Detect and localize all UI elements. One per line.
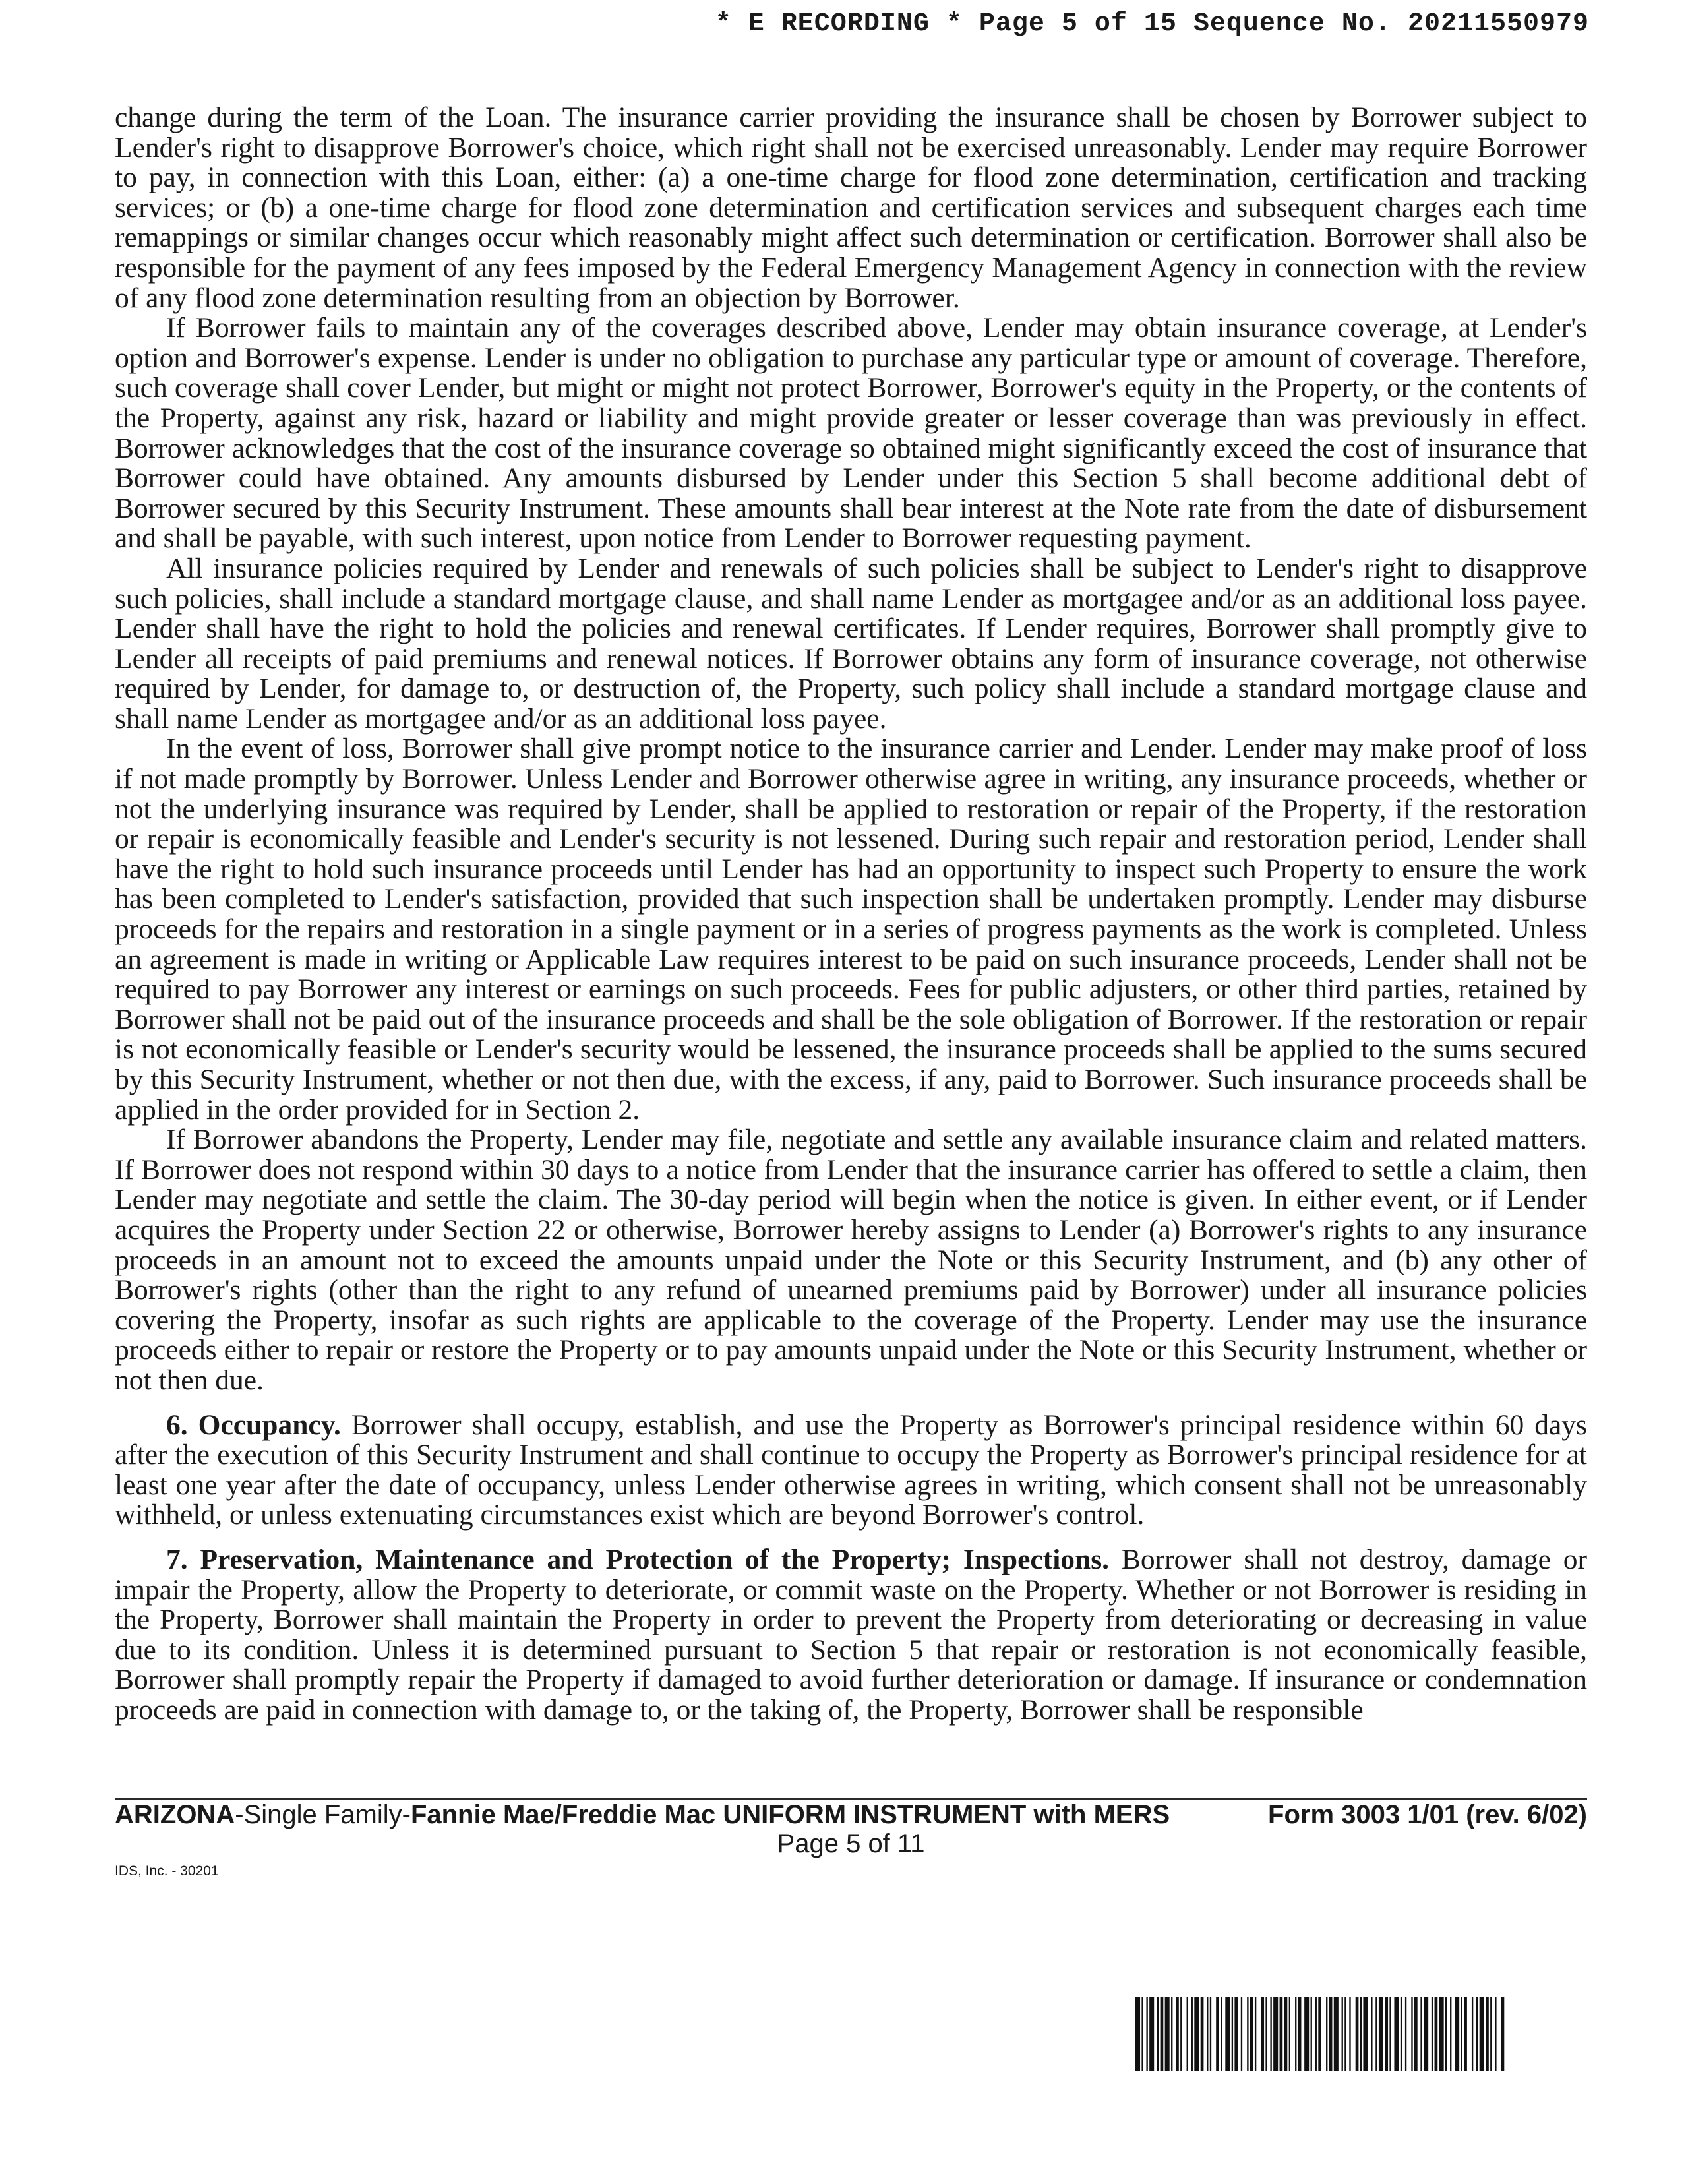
barcode-bar <box>1289 1997 1290 2071</box>
barcode-bar <box>1157 1997 1159 2071</box>
barcode-bar <box>1146 1997 1147 2071</box>
barcode-bar <box>1265 1997 1267 2071</box>
barcode-bar <box>1165 1997 1170 2071</box>
barcode-bar <box>1295 1997 1296 2071</box>
barcode-bar <box>1187 1997 1188 2071</box>
footer-ids-code: IDS, Inc. - 30201 <box>115 1864 219 1879</box>
barcode-bar <box>1160 1997 1164 2071</box>
barcode-bar <box>1273 1997 1278 2071</box>
barcode-bar <box>1450 1997 1451 2071</box>
barcode-bar <box>1315 1997 1317 2071</box>
barcode-bar <box>1363 1997 1368 2071</box>
barcode-bar <box>1207 1997 1208 2071</box>
barcode-bar <box>1480 1997 1484 2071</box>
barcode-bar <box>1141 1997 1143 2071</box>
barcode-bar <box>1455 1997 1459 2071</box>
barcode-bar <box>1439 1997 1444 2071</box>
barcode-bar <box>1464 1997 1467 2071</box>
barcode-bar <box>1389 1997 1391 2071</box>
barcode-bar <box>1379 1997 1383 2071</box>
footer-instrument: Fannie Mae/Freddie Mac UNIFORM INSTRUMENT with MERS <box>410 1800 1170 1829</box>
barcode-bar <box>1385 1997 1388 2071</box>
barcode-bar <box>1472 1997 1473 2071</box>
barcode-bar <box>1461 1997 1462 2071</box>
document-body <box>115 103 1587 1725</box>
section-6-occupancy <box>115 1410 1587 1531</box>
barcode-bar <box>1180 1997 1182 2071</box>
barcode-bar <box>1221 1997 1222 2071</box>
barcode-bar <box>1445 1997 1447 2071</box>
barcode-bar <box>1247 1997 1248 2071</box>
barcode-bar <box>1401 1997 1402 2071</box>
section-7-text: Borrower shall not destroy, damage or impair the Property, allow the Property to deteriorate, or commit waste on the Property. Whether or not Borrower is residing in the Property, Borrower shall maintain the Property in order to prevent the Property from deteriorating or decreasing in value due to its condition. Unless it is determined pursuant to Section 5 that repair or restoration is not economically feasible, Borrower shall promptly repair the Property if damaged to avoid further deterioration or damage. If insurance or condemnation proceeds are paid in connection with damage to, or the taking of, the Property, Borrower shall be responsible <box>115 1543 1587 1726</box>
barcode-bar <box>1216 1997 1219 2071</box>
barcode-bar <box>1420 1997 1422 2071</box>
barcode-bar <box>1298 1997 1302 2071</box>
barcode-bar <box>1432 1997 1433 2071</box>
barcode-bar <box>1210 1997 1211 2071</box>
barcode-bar <box>1194 1997 1199 2071</box>
section-7-heading: 7. Preservation, Maintenance and Protection of the Property; Inspections. <box>166 1543 1110 1575</box>
barcode-bar <box>1435 1997 1438 2071</box>
barcode-bar <box>1476 1997 1478 2071</box>
barcode-bar <box>1318 1997 1321 2071</box>
barcode-bar <box>1176 1997 1179 2071</box>
barcode-bar <box>1342 1997 1343 2071</box>
paragraph-insurance-policies: All insurance policies required by Lender and renewals of such policies shall be subject to Lender's right to disapprove such policies, shall include a standard mortgage clause, and shall name Lender as mortgagee and/or as an additional loss payee. Lender shall have the right to hold the policies and renewal certificates. If Lender requires, Borrower shall promptly give to Lender all receipts of paid premiums and renewal notices. If Borrower obtains any form of insurance coverage, not otherwise required by Lender, for damage to, or destruction of, the Property, such policy shall include a standard mortgage clause and shall name Lender as mortgagee and/or as an additional loss payee. <box>115 552 1587 735</box>
barcode-bar <box>1495 1997 1496 2071</box>
barcode-bar <box>1284 1997 1288 2071</box>
barcode-bar <box>1424 1997 1428 2071</box>
footer-state: ARIZONA <box>115 1800 235 1829</box>
barcode-bar <box>1375 1997 1377 2071</box>
barcode-bar <box>1360 1997 1362 2071</box>
barcode-bar <box>1349 1997 1350 2071</box>
barcode-bar <box>1241 1997 1242 2071</box>
barcode-bar <box>1270 1997 1271 2071</box>
barcode-bar <box>1304 1997 1309 2071</box>
barcode-bar <box>1414 1997 1418 2071</box>
barcode-bar <box>1405 1997 1406 2071</box>
paragraph-flood-insurance: change during the term of the Loan. The insurance carrier providing the insurance shall be chosen by Borrower subject to Lender's right to disapprove Borrower's choice, which right shall not be exercised unreasonably. Lender may require Borrower to pay, in connection with this Loan, either: (a) a one-time charge for flood zone determination, certification and tracking services; or (b) a one-time charge for flood zone determination and certification services and subsequent charges each time remappings or similar changes occur which reasonably might affect such determination or certification. Borrower shall also be responsible for the payment of any fees imposed by the Federal Emergency Management Agency in connection with the review of any flood zone determination resulting from an objection by Borrower. <box>115 102 1587 314</box>
footer-divider <box>115 1798 1587 1800</box>
recording-header: * E RECORDING * Page 5 of 15 Sequence No. 20211550979 <box>715 9 1589 39</box>
barcode-bar <box>1280 1997 1283 2071</box>
barcode-bar <box>1232 1997 1233 2071</box>
barcode-bar <box>1250 1997 1253 2071</box>
barcode-bar <box>1411 1997 1412 2071</box>
barcode-bar <box>1255 1997 1256 2071</box>
barcode-bar <box>1234 1997 1238 2071</box>
barcode-bar <box>1329 1997 1333 2071</box>
barcode-bar <box>1334 1997 1339 2071</box>
footer-page-number: Page 5 of 11 <box>777 1829 925 1858</box>
section-6-text: Borrower shall occupy, establish, and use the Property as Borrower's principal residence within 60 days after the execution of this Security Instrument and shall continue to occupy the Property as Borrower's principal residence for at least one year after the date of occupancy, unless Lender otherwise agrees in writing, which consent shall not be unreasonably withheld, or unless extenuating circumstances exist which are beyond Borrower's control. <box>115 1409 1587 1531</box>
barcode-bar <box>1394 1997 1399 2071</box>
barcode-bar <box>1344 1997 1346 2071</box>
barcode-bar <box>1261 1997 1264 2071</box>
barcode-icon <box>1135 1997 1588 2071</box>
barcode-bar <box>1501 1997 1505 2071</box>
footer-instrument-title <box>115 1800 1170 1830</box>
barcode-bar <box>1326 1997 1327 2071</box>
barcode-bar <box>1356 1997 1359 2071</box>
section-6-heading: 6. Occupancy. <box>166 1409 341 1441</box>
paragraph-lender-coverage: If Borrower fails to maintain any of the coverages described above, Lender may obtain insurance coverage, at Lender's option and Borrower's expense. Lender is under no obligation to purchase any particular type or amount of coverage. Therefore, such coverage shall cover Lender, but might or might not protect Borrower, Borrower's equity in the Property, or the contents of the Property, against any risk, hazard or liability and might provide greater or lesser coverage than was previously in effect. Borrower acknowledges that the cost of the insurance coverage so obtained might significantly exceed the cost of insurance that Borrower could have obtained. Any amounts disbursed by Lender under this Section 5 shall become additional debt of Borrower secured by this Security Instrument. These amounts shall bear interest at the Note rate from the date of disbursement and shall be payable, with such interest, upon notice from Lender to Borrower requesting payment. <box>115 312 1587 555</box>
barcode-bar <box>1311 1997 1312 2071</box>
barcode-bar <box>1490 1997 1492 2071</box>
barcode-bar <box>1191 1997 1193 2071</box>
section-7-preservation <box>115 1545 1587 1726</box>
barcode-bar <box>1486 1997 1489 2071</box>
paragraph-abandonment: If Borrower abandons the Property, Lender may file, negotiate and settle any available insurance claim and related matters. If Borrower does not respond within 30 days to a notice from Lender that the insurance carrier has offered to settle a claim, then Lender may negotiate and settle the claim. The 30-day period will begin when the notice is given. In either event, or if Lender acquires the Property under Section 22 or otherwise, Borrower hereby assigns to Lender (a) Borrower's rights to any insurance proceeds in an amount not to exceed the amounts unpaid under the Note or this Security Instrument, and (b) any other of Borrower's rights (other than the right to any refund of unearned premiums paid by Borrower) under all insurance policies covering the Property, insofar as such rights are applicable to the coverage of the Property. Lender may use the insurance proceeds either to repair or restore the Property or to pay amounts unpaid under the Note or this Security Instrument, whether or not then due. <box>115 1124 1587 1396</box>
footer-form-number: Form 3003 1/01 (rev. 6/02) <box>1268 1800 1587 1829</box>
barcode-bar <box>1149 1997 1154 2071</box>
barcode-bar <box>1225 1997 1230 2071</box>
barcode-bar <box>1201 1997 1204 2071</box>
barcode-bar <box>1371 1997 1372 2071</box>
footer-family: -Single Family- <box>235 1800 411 1829</box>
paragraph-event-of-loss: In the event of loss, Borrower shall give prompt notice to the insurance carrier and Lender. Lender may make proof of loss if not made promptly by Borrower. Unless Lender and Borrower otherwise agree in writing, any insurance proceeds, whether or not the underlying insurance was required by Lender, shall be applied to restoration or repair of the Property, if the restoration or repair is economically feasible and Lender's security is not lessened. During such repair and restoration period, Lender shall have the right to hold such insurance proceeds until Lender has had an opportunity to inspect such Property to ensure the work has been completed to Lender's satisfaction, provided that such inspection shall be undertaken promptly. Lender may disburse proceeds for the repairs and restoration in a single payment or in a series of progress payments as the work is completed. Unless an agreement is made in writing or Applicable Law requires interest to be paid on such insurance proceeds, Lender shall not be required to pay Borrower any interest or earnings on such proceeds. Fees for public adjusters, or other third parties, retained by Borrower shall not be paid out of the insurance proceeds and shall be the sole obligation of Borrower. If the restoration or repair is not economically feasible or Lender's security would be lessened, the insurance proceeds shall be applied to the sums secured by this Security Instrument, whether or not then due, with the excess, if any, paid to Borrower. Such insurance proceeds shall be applied in the order provided for in Section 2. <box>115 733 1587 1126</box>
barcode-bar <box>1135 1997 1140 2071</box>
barcode-bar <box>1171 1997 1172 2071</box>
